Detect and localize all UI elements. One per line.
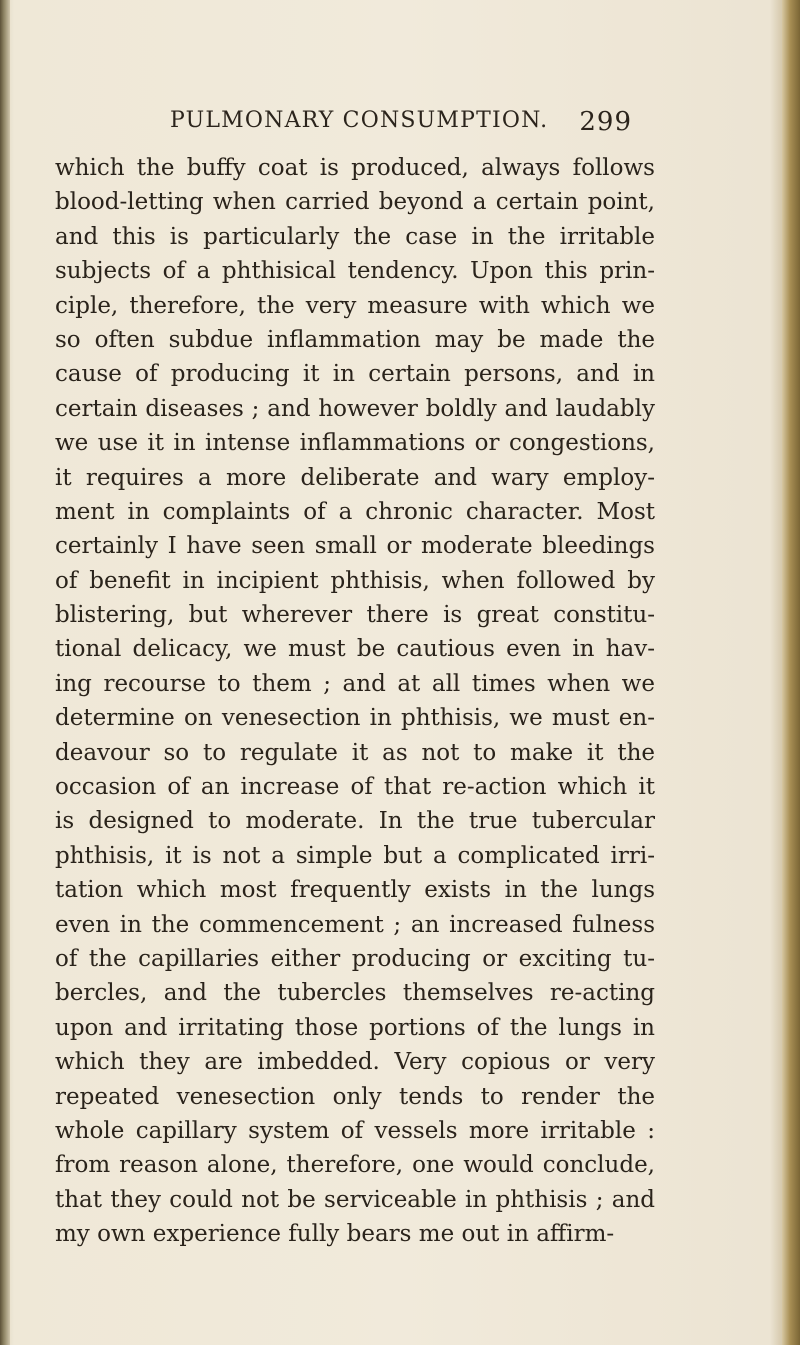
text-line: of the capillaries either producing or exciting tu-: [55, 945, 655, 972]
text-line: of benefit in incipient phthisis, when followed by: [55, 567, 655, 594]
text-line: my own experience fully bears me out in affirm-: [55, 1221, 615, 1248]
text-line: determine on venesection in phthisis, we must en-: [55, 705, 655, 732]
text-line: certainly I have seen small or moderate bleedings: [55, 533, 655, 560]
text-line: tional delicacy, we must be cautious even in hav-: [55, 636, 655, 663]
text-line: from reason alone, therefore, one would conclude,: [55, 1152, 655, 1179]
text-line: and this is particularly the case in the irritable: [55, 223, 655, 250]
text-line: repeated venesection only tends to render the: [55, 1083, 655, 1110]
text-line: is designed to moderate. In the true tubercular: [55, 808, 655, 835]
page-number: 299: [579, 107, 632, 137]
text-line: we use it in intense inflammations or congestions,: [55, 430, 655, 457]
text-line: it requires a more deliberate and wary employ-: [55, 464, 655, 491]
text-line: which the buffy coat is produced, always follows: [55, 155, 655, 181]
text-line: blood-letting when carried beyond a certain point,: [55, 189, 655, 216]
text-line: ing recourse to them ; and at all times when we: [55, 670, 655, 697]
page-header: [170, 108, 632, 142]
text-line: ment in complaints of a chronic character. Most: [55, 498, 655, 525]
text-line: phthisis, it is not a simple but a complicated irri-: [55, 842, 655, 869]
body-text: [55, 151, 655, 1252]
text-line: ciple, therefore, the very measure with which we: [55, 292, 655, 319]
text-line: so often subdue inflammation may be made the: [55, 326, 655, 353]
text-line: blistering, but wherever there is great constitu-: [55, 602, 655, 629]
text-line: bercles, and the tubercles themselves re-acting: [55, 980, 655, 1007]
text-line: that they could not be serviceable in phthisis ; and: [55, 1186, 655, 1213]
text-line: upon and irritating those portions of the lungs in: [55, 1014, 655, 1041]
text-line: occasion of an increase of that re-action which it: [55, 774, 655, 801]
page-right-edge: [782, 0, 800, 1345]
text-line: certain diseases ; and however boldly and laudably: [55, 395, 655, 422]
text-line: tation which most frequently exists in the lungs: [55, 877, 655, 904]
text-line: subjects of a phthisical tendency. Upon this prin-: [55, 258, 655, 285]
text-line: cause of producing it in certain persons, and in: [55, 361, 655, 388]
page-left-edge: [0, 0, 10, 1345]
text-line: whole capillary system of vessels more irritable :: [55, 1117, 655, 1144]
running-title: PULMONARY CONSUMPTION.: [170, 108, 549, 133]
text-line: even in the commencement ; an increased fulness: [55, 911, 655, 938]
text-line: deavour so to regulate it as not to make it the: [55, 739, 655, 766]
text-line: which they are imbedded. Very copious or very: [55, 1049, 655, 1076]
